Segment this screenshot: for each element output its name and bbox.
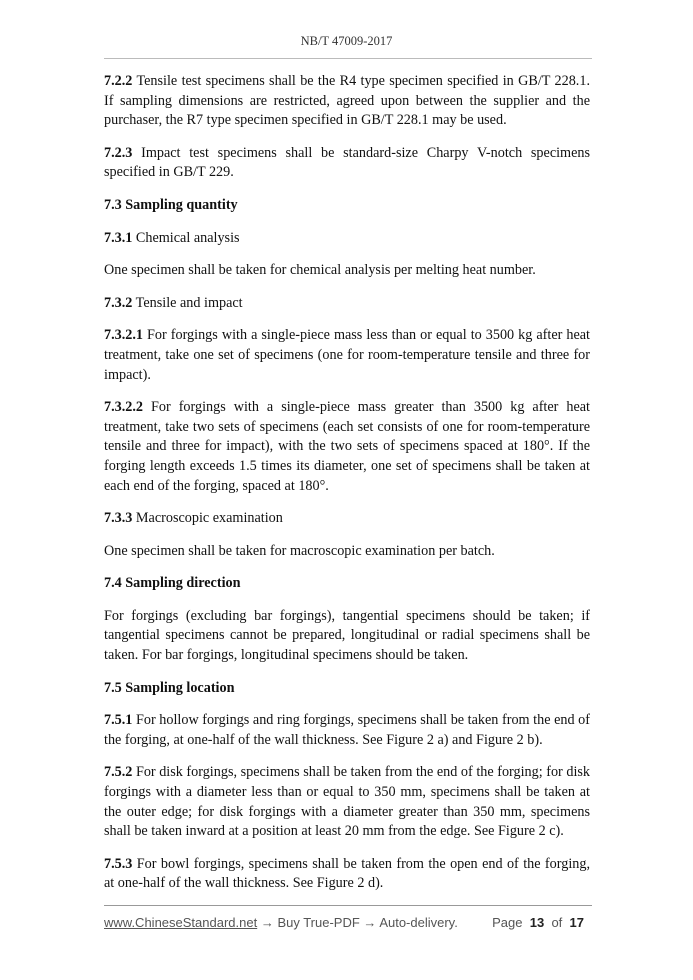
paragraph-text: For forgings with a single-piece mass greater than 3500 kg after heat treatment, take two sets of specimens (each set consists of one for room-temperature tensile and three for impact), with the two sets of specimens spaced at 180°. If the forging length exceeds 1.5 times its diameter, one set of specimens shall be taken at each end of the forging, spaced at 180°. [104, 399, 590, 494]
page-current: 13 [529, 915, 545, 930]
clause-number: 7.4 Sampling direction [104, 575, 241, 592]
paragraph-text: Macroscopic examination [132, 510, 283, 527]
paragraph [104, 509, 590, 529]
clause-number: 7.3.1 [104, 229, 133, 246]
paragraph-text: For hollow forgings and ring forgings, specimens shall be taken from the end of the forging, at one-half of the wall thickness. See Figure 2 a) and Figure 2 b). [104, 712, 590, 748]
document-body [104, 72, 590, 907]
clause-number: 7.5.2 [104, 764, 133, 781]
paragraph-text: Tensile and impact [132, 294, 243, 311]
page-number [492, 915, 584, 930]
of-label: of [551, 915, 563, 930]
paragraph [104, 326, 590, 385]
arrow-icon: → [257, 915, 278, 930]
clause-number: 7.2.3 [104, 144, 133, 161]
paragraph [104, 72, 590, 131]
document-id: NB/T 47009-2017 [300, 34, 393, 48]
section-heading [104, 574, 590, 594]
paragraph [104, 294, 590, 314]
paragraph-text: Chemical analysis [132, 229, 240, 246]
buy-pdf-link[interactable]: Buy True-PDF [277, 915, 360, 930]
page-total: 17 [569, 915, 584, 930]
paragraph-text: Impact test specimens shall be standard-size Charpy V-notch specimens specified in GB/T 229. [104, 144, 590, 181]
clause-number: 7.3 Sampling quantity [104, 196, 238, 213]
paragraph-text: For forgings with a single-piece mass less than or equal to 3500 kg after heat treatment, take one set of specimens (one for room-temperature tensile and three for impact). [104, 327, 590, 383]
section-heading [104, 196, 590, 216]
page-header [0, 34, 693, 49]
paragraph-text: One specimen shall be taken for chemical analysis per melting heat number. [104, 262, 536, 279]
footer-links [104, 915, 458, 930]
paragraph [104, 229, 590, 249]
paragraph [104, 144, 590, 183]
clause-number: 7.5.3 [104, 855, 133, 872]
auto-delivery-text: Auto-delivery. [379, 915, 458, 930]
section-heading [104, 679, 590, 699]
clause-number: 7.5.1 [104, 712, 133, 729]
paragraph [104, 607, 590, 666]
footer-divider [104, 905, 592, 906]
paragraph [104, 763, 590, 841]
clause-number: 7.3.2 [104, 294, 133, 311]
paragraph-text: Tensile test specimens shall be the R4 type specimen specified in GB/T 228.1. If sampling dimensions are restricted, agreed upon between the supplier and the purchaser, the R7 type specimen specified in GB/T 228.1 may be used. [104, 73, 590, 129]
paragraph [104, 711, 590, 750]
clause-number: 7.3.2.2 [104, 399, 144, 416]
clause-number: 7.5 Sampling location [104, 679, 235, 696]
page-footer [104, 915, 590, 933]
paragraph [104, 542, 590, 562]
page-label: Page [492, 915, 523, 930]
clause-number: 7.2.2 [104, 73, 133, 89]
site-link[interactable]: www.ChineseStandard.net [104, 915, 258, 930]
paragraph [104, 261, 590, 281]
paragraph [104, 398, 590, 496]
paragraph-text: For bowl forgings, specimens shall be taken from the open end of the forging, at one-half of the wall thickness. See Figure 2 d). [104, 855, 590, 892]
clause-number: 7.3.2.1 [104, 327, 144, 344]
clause-number: 7.3.3 [104, 510, 133, 527]
paragraph-text: One specimen shall be taken for macroscopic examination per batch. [104, 542, 495, 559]
paragraph-text: For forgings (excluding bar forgings), tangential specimens should be taken; if tangential specimens cannot be prepared, longitudinal or radial specimens shall be taken. For bar forgings, longitudinal specimens should be taken. [104, 607, 590, 664]
paragraph [104, 855, 590, 894]
arrow-icon: → [359, 915, 380, 930]
paragraph-text: For disk forgings, specimens shall be taken from the end of the forging; for disk forgings with a diameter less than or equal to 350 mm, specimens shall be taken at the outer edge; for disk forgings with a diameter greater than 350 mm, specimens shall be taken inward at a position at least 20 mm from the edge. See Figure 2 c). [104, 764, 590, 840]
header-divider [104, 58, 592, 59]
